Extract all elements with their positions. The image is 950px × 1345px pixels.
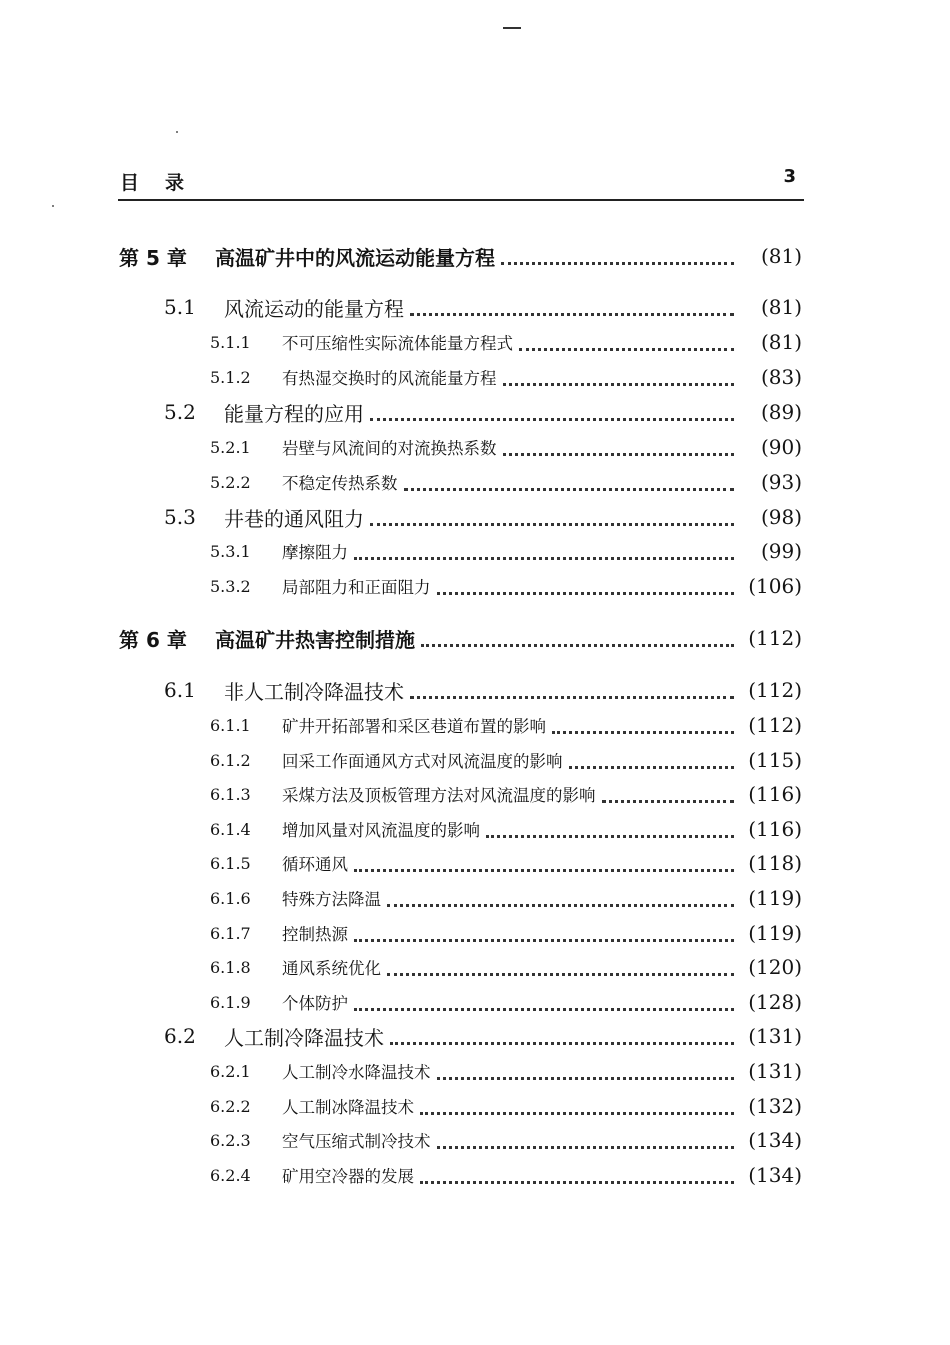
toc-entry-chapter[interactable]	[119, 241, 802, 271]
toc-entry-title: 能量方程的应用	[224, 401, 364, 426]
toc-entry-title: 人工制冷降温技术	[224, 1025, 384, 1050]
page-number: 3	[783, 166, 796, 187]
toc-entry-page: (115)	[748, 748, 802, 772]
toc-entry-title: 通风系统优化	[282, 959, 381, 978]
toc-entry-page: (116)	[748, 782, 802, 806]
dot-leader	[387, 884, 734, 907]
toc-entry-section[interactable]	[164, 397, 802, 427]
toc-entry-subsection[interactable]	[210, 362, 802, 392]
toc-entry-number: 5.3.1	[210, 541, 251, 561]
dot-leader	[569, 746, 735, 769]
dot-leader	[501, 242, 734, 265]
dot-leader	[370, 398, 734, 421]
toc-entry-subsection[interactable]	[210, 1091, 802, 1121]
toc-entry-title: 摩擦阻力	[282, 543, 348, 562]
toc-entry-page: (132)	[748, 1094, 802, 1118]
toc-entry-number: 6.1.7	[210, 923, 251, 943]
toc-entry-section[interactable]	[164, 502, 802, 532]
toc-entry-title: 增加风量对风流温度的影响	[282, 821, 480, 840]
dot-leader	[370, 503, 734, 526]
toc-entry-subsection[interactable]	[210, 779, 802, 809]
toc-entry-title: 局部阻力和正面阻力	[282, 578, 431, 597]
dot-leader	[421, 624, 734, 647]
dot-leader	[404, 468, 735, 491]
toc-entry-section[interactable]	[164, 292, 802, 322]
toc-entry-number: 6.1.2	[210, 750, 251, 770]
dot-leader	[486, 815, 734, 838]
toc-entry-page: (131)	[748, 1059, 802, 1083]
toc-entry-title: 特殊方法降温	[282, 890, 381, 909]
toc-entry-subsection[interactable]	[210, 848, 802, 878]
toc-entry-subsection[interactable]	[210, 987, 802, 1017]
toc-entry-title: 非人工制冷降温技术	[224, 679, 404, 704]
toc-entry-number: 6.2.3	[210, 1130, 251, 1150]
toc-entry-title: 回采工作面通风方式对风流温度的影响	[282, 752, 563, 771]
dot-leader	[354, 849, 734, 872]
toc-entry-subsection[interactable]	[210, 918, 802, 948]
toc-entry-subsection[interactable]	[210, 883, 802, 913]
dot-leader	[354, 919, 734, 942]
dot-leader	[387, 953, 734, 976]
toc-entry-page: (112)	[748, 678, 802, 702]
toc-entry-number: 5.1.1	[210, 332, 251, 352]
toc-entry-subsection[interactable]	[210, 536, 802, 566]
toc-entry-subsection[interactable]	[210, 571, 802, 601]
toc-entry-page: (118)	[748, 851, 802, 875]
toc-entry-page: (99)	[760, 539, 802, 563]
dot-leader	[410, 293, 734, 316]
running-head: 目录	[120, 172, 211, 194]
dot-leader	[503, 363, 735, 386]
toc-entry-chapter[interactable]	[119, 623, 802, 653]
toc-entry-subsection[interactable]	[210, 432, 802, 462]
toc-entry-page: (93)	[760, 470, 802, 494]
dot-leader	[602, 780, 735, 803]
dot-leader	[390, 1022, 734, 1045]
dot-leader	[410, 676, 734, 699]
toc-entry-page: (112)	[748, 626, 802, 650]
toc-entry-number: 5.3.2	[210, 576, 251, 596]
toc-entry-title: 风流运动的能量方程	[224, 296, 404, 321]
toc-entry-subsection[interactable]	[210, 1056, 802, 1086]
toc-entry-page: (112)	[748, 713, 802, 737]
toc-entry-number: 5.1	[164, 295, 196, 319]
toc-entry-page: (128)	[748, 990, 802, 1014]
toc-entry-title: 空气压缩式制冷技术	[282, 1132, 431, 1151]
toc-entry-page: (81)	[760, 330, 802, 354]
toc-entry-page: (106)	[748, 574, 802, 598]
toc-entry-title: 岩壁与风流间的对流换热系数	[282, 439, 497, 458]
toc-entry-page: (119)	[748, 886, 802, 910]
toc-entry-number: 6.1.1	[210, 715, 251, 735]
toc-entry-title: 高温矿井中的风流运动能量方程	[215, 245, 495, 270]
toc-entry-page: (98)	[760, 505, 802, 529]
toc-entry-section[interactable]	[164, 675, 802, 705]
dot-leader	[354, 988, 734, 1011]
toc-entry-section[interactable]	[164, 1021, 802, 1051]
toc-entry-title: 个体防护	[282, 994, 348, 1013]
toc-entry-title: 采煤方法及顶板管理方法对风流温度的影响	[282, 786, 596, 805]
dot-leader	[437, 1126, 735, 1149]
toc-entry-number: 第 5 章	[119, 245, 187, 270]
dot-leader	[519, 328, 734, 351]
toc-entry-title: 井巷的通风阻力	[224, 506, 364, 531]
toc-entry-number: 6.2.2	[210, 1096, 251, 1116]
toc-entry-page: (134)	[748, 1163, 802, 1187]
toc-entry-subsection[interactable]	[210, 814, 802, 844]
dot-leader	[420, 1092, 734, 1115]
toc-entry-subsection[interactable]	[210, 1125, 802, 1155]
toc-entry-number: 6.2	[164, 1024, 196, 1048]
toc-entry-number: 5.1.2	[210, 367, 251, 387]
toc-entry-number: 5.3	[164, 505, 196, 529]
toc-entry-page: (116)	[748, 817, 802, 841]
toc-entry-subsection[interactable]	[210, 745, 802, 775]
toc-entry-title: 人工制冰降温技术	[282, 1098, 414, 1117]
toc-entry-page: (120)	[748, 955, 802, 979]
toc-entry-page: (119)	[748, 921, 802, 945]
toc-entry-number: 5.2.2	[210, 472, 251, 492]
toc-entry-title: 人工制冷水降温技术	[282, 1063, 431, 1082]
toc-entry-number: 6.1.6	[210, 888, 251, 908]
dot-leader	[420, 1161, 734, 1184]
dot-leader	[437, 572, 735, 595]
toc-entry-page: (131)	[748, 1024, 802, 1048]
toc-entry-subsection[interactable]	[210, 1160, 802, 1190]
toc-entry-title: 不稳定传热系数	[282, 474, 398, 493]
toc-entry-page: (81)	[760, 244, 802, 268]
toc-entry-number: 5.2.1	[210, 437, 251, 457]
toc-entry-number: 第 6 章	[119, 627, 187, 652]
toc-entry-number: 6.1.5	[210, 853, 251, 873]
toc-entry-number: 6.1	[164, 678, 196, 702]
toc-entry-subsection[interactable]	[210, 327, 802, 357]
dot-leader	[437, 1057, 735, 1080]
toc-entry-number: 6.1.4	[210, 819, 251, 839]
toc-entry-title: 矿用空冷器的发展	[282, 1167, 414, 1186]
toc-entry-number: 5.2	[164, 400, 196, 424]
toc-entry-subsection[interactable]	[210, 710, 802, 740]
toc-entry-page: (83)	[760, 365, 802, 389]
dot-leader	[503, 433, 735, 456]
toc-entry-number: 6.1.8	[210, 957, 251, 977]
toc-entry-page: (134)	[748, 1128, 802, 1152]
toc-entry-number: 6.1.9	[210, 992, 251, 1012]
toc-entry-page: (81)	[760, 295, 802, 319]
toc-entry-number: 6.1.3	[210, 784, 251, 804]
toc-entry-title: 有热湿交换时的风流能量方程	[282, 369, 497, 388]
toc-entry-title: 循环通风	[282, 855, 348, 874]
toc-entry-page: (90)	[760, 435, 802, 459]
toc-entry-number: 6.2.1	[210, 1061, 251, 1081]
toc-entry-subsection[interactable]	[210, 952, 802, 982]
toc-entry-title: 控制热源	[282, 925, 348, 944]
dot-leader	[552, 711, 734, 734]
toc-entry-title: 高温矿井热害控制措施	[215, 627, 415, 652]
dot-leader	[354, 537, 734, 560]
toc-entry-subsection[interactable]	[210, 467, 802, 497]
toc-entry-title: 矿井开拓部署和采区巷道布置的影响	[282, 717, 546, 736]
toc-entry-number: 6.2.4	[210, 1165, 251, 1185]
toc-entry-page: (89)	[760, 400, 802, 424]
toc-entry-title: 不可压缩性实际流体能量方程式	[282, 334, 513, 353]
